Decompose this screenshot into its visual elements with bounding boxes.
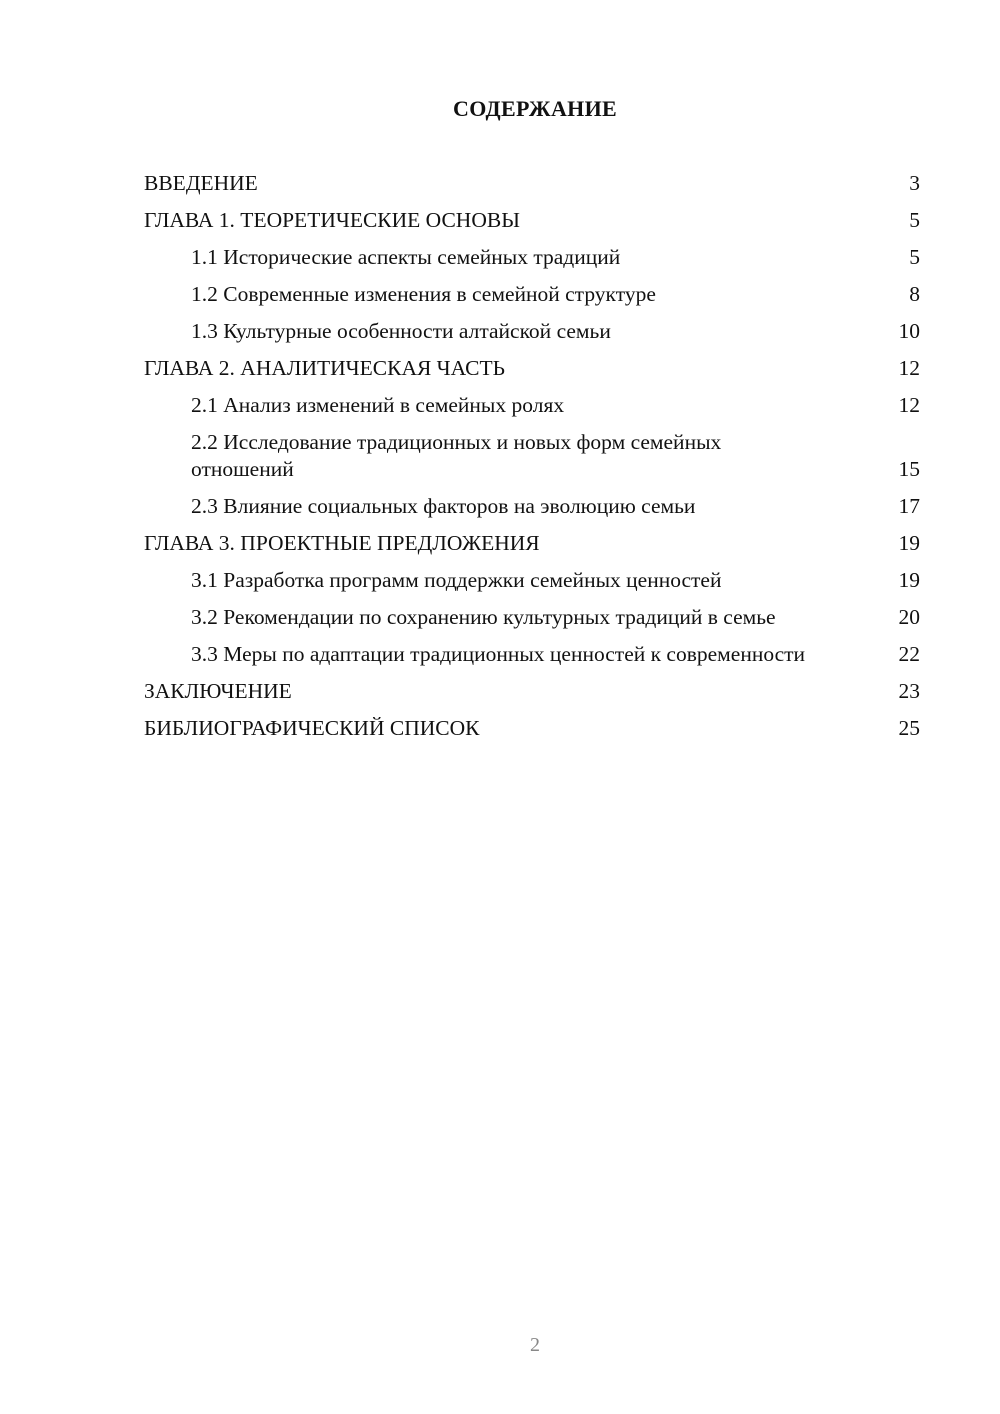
toc-entry-text: ЗАКЛЮЧЕНИЕ xyxy=(144,678,292,703)
toc-entry-section-3-3[interactable] xyxy=(144,641,920,668)
toc-entry-bibliography[interactable] xyxy=(144,715,920,742)
toc-entry-section-1-3[interactable] xyxy=(144,318,920,345)
toc-entry-section-3-2[interactable] xyxy=(144,604,920,631)
toc-entry-page: 10 xyxy=(898,319,920,343)
toc-entry-page: 12 xyxy=(898,393,920,417)
toc-entry-text: 2.2 Исследование традиционных и новых форм семейных отношений xyxy=(191,430,722,481)
toc-entry-text: 2.3 Влияние социальных факторов на эволюцию семьи xyxy=(191,493,696,518)
toc-entry-chapter-2[interactable] xyxy=(144,355,920,382)
toc-entry-text: ГЛАВА 1. ТЕОРЕТИЧЕСКИЕ ОСНОВЫ xyxy=(144,208,520,232)
toc-entry-page: 15 xyxy=(898,456,920,481)
toc-entry-text: ВВЕДЕНИЕ xyxy=(144,171,258,195)
toc-entry-page: 12 xyxy=(898,356,920,380)
toc-entry-page: 22 xyxy=(898,641,920,666)
page-title: СОДЕРЖАНИЕ xyxy=(453,96,617,121)
toc-entry-page: 5 xyxy=(909,208,920,232)
toc-entry-page: 17 xyxy=(898,493,920,518)
toc-entry-page: 8 xyxy=(909,282,920,306)
toc-entry-chapter-3[interactable] xyxy=(144,530,920,557)
toc-entry-page: 5 xyxy=(909,245,920,269)
toc-entry-text: 1.1 Исторические аспекты семейных традиций xyxy=(191,245,621,269)
toc-entry-page: 3 xyxy=(909,171,920,195)
toc-entry-text: БИБЛИОГРАФИЧЕСКИЙ СПИСОК xyxy=(144,715,480,740)
table-of-contents xyxy=(144,170,920,752)
toc-entry-page: 19 xyxy=(898,530,920,555)
toc-entry-text: 1.3 Культурные особенности алтайской семьи xyxy=(191,319,611,343)
toc-entry-section-3-1[interactable] xyxy=(144,567,920,594)
toc-entry-page: 23 xyxy=(898,678,920,703)
page-number: 2 xyxy=(530,1334,540,1356)
toc-entry-text: ГЛАВА 3. ПРОЕКТНЫЕ ПРЕДЛОЖЕНИЯ xyxy=(144,530,540,555)
toc-entry-text: 1.2 Современные изменения в семейной структуре xyxy=(191,282,656,306)
toc-entry-text: 3.2 Рекомендации по сохранению культурных традиций в семье xyxy=(191,604,776,629)
toc-entry-section-2-3[interactable] xyxy=(144,493,920,520)
toc-entry-page: 25 xyxy=(898,715,920,740)
toc-entry-page: 20 xyxy=(898,604,920,629)
toc-entry-text: ГЛАВА 2. АНАЛИТИЧЕСКАЯ ЧАСТЬ xyxy=(144,356,505,380)
toc-entry-page: 19 xyxy=(898,567,920,592)
toc-entry-introduction[interactable] xyxy=(144,170,920,197)
toc-entry-conclusion[interactable] xyxy=(144,678,920,705)
toc-entry-section-2-2[interactable] xyxy=(144,429,920,482)
toc-entry-text: 3.3 Меры по адаптации традиционных ценностей к современности xyxy=(191,641,806,666)
toc-entry-section-2-1[interactable] xyxy=(144,392,920,419)
toc-entry-text: 3.1 Разработка программ поддержки семейных ценностей xyxy=(191,567,722,592)
toc-entry-text: 2.1 Анализ изменений в семейных ролях xyxy=(191,393,565,417)
toc-entry-chapter-1[interactable] xyxy=(144,207,920,234)
toc-entry-section-1-1[interactable] xyxy=(144,244,920,271)
toc-entry-section-1-2[interactable] xyxy=(144,281,920,308)
